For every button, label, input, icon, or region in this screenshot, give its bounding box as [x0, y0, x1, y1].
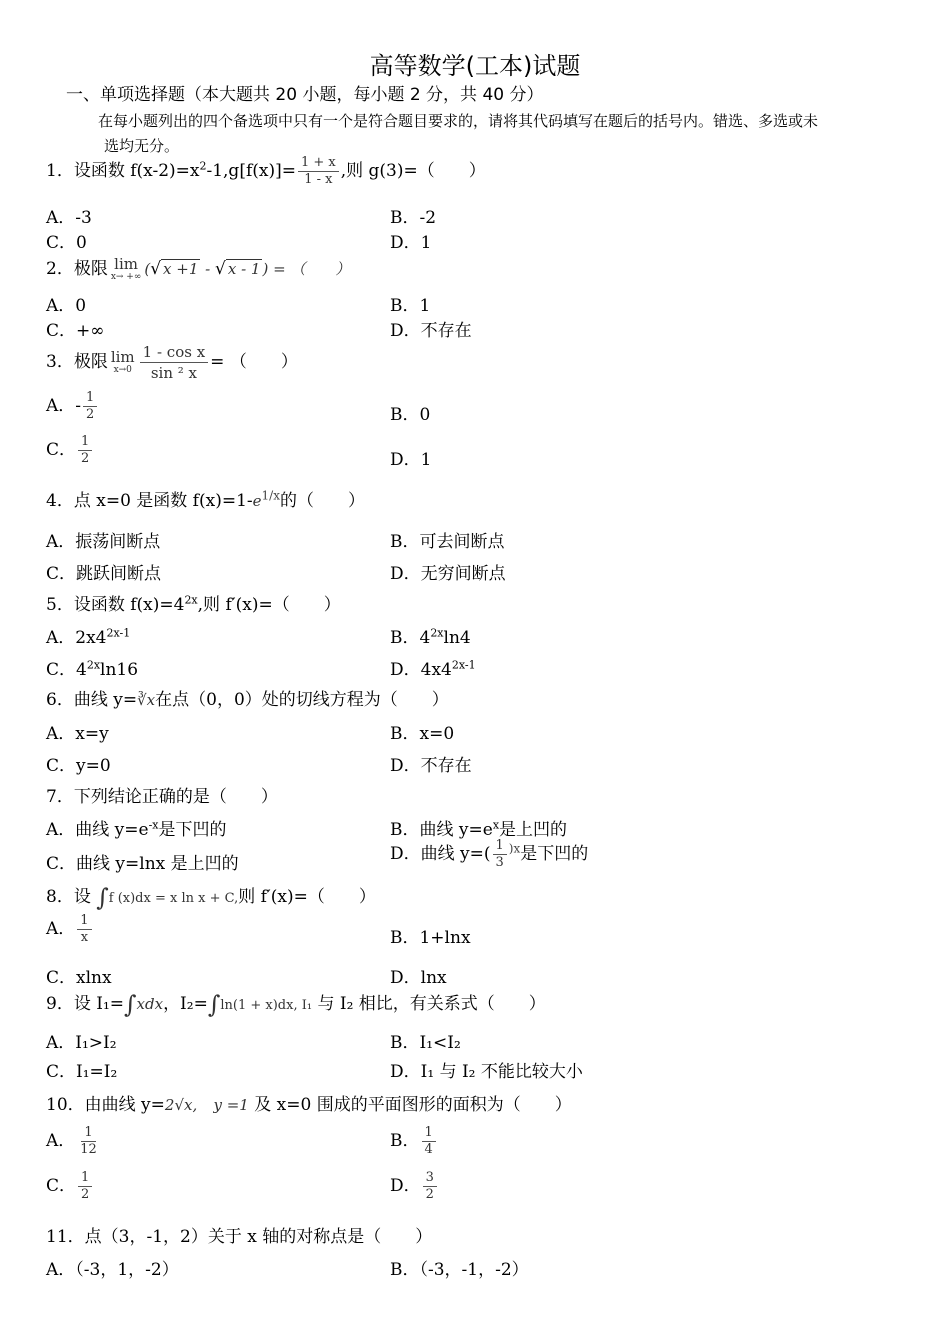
q10-d-fraction: [423, 1170, 437, 1203]
q7-b-sup: x: [492, 818, 500, 832]
q6-option-d: D．不存在: [390, 756, 472, 776]
instructions-line-2: 选均无分。: [104, 137, 180, 155]
page-title: 高等数学(工本)试题: [369, 52, 581, 80]
q3-option-c: [46, 434, 94, 467]
q5-c-sup: 2x: [86, 658, 101, 672]
q8-option-c: C．xlnx: [46, 968, 112, 988]
q1-frac-den: 1 - x: [304, 172, 333, 187]
q5-a-text: A．2x4: [46, 628, 107, 648]
q6-post: 在点（0，0）处的切线方程为（ ）: [155, 690, 449, 710]
q1-fraction: [298, 155, 339, 188]
q9-text: 设 I₁=: [73, 994, 125, 1014]
question-3: [46, 342, 298, 383]
q7-a-text: A．曲线 y=e: [46, 820, 149, 840]
q2-sqrt-1: x +1: [163, 260, 199, 278]
q10-option-a: [46, 1125, 102, 1158]
q8-expression: f (x)dx = x ln x + C,: [108, 891, 239, 906]
q5-d-sup: 2x-1: [451, 658, 476, 672]
q4-number: 4．: [46, 491, 74, 511]
q11-option-a: A．（-3，1，-2）: [46, 1260, 179, 1280]
q1-mid: -1,g[f(x)]=: [206, 161, 296, 181]
question-6: [46, 685, 449, 710]
q2-option-d: D．不存在: [390, 321, 472, 341]
q6-number: 6．: [46, 690, 74, 710]
q7-option-b: [390, 815, 567, 840]
q8-post: 则 f′(x)=（ ）: [238, 887, 376, 907]
q5-sup: 2x: [184, 593, 198, 607]
q7-option-d: [390, 838, 588, 871]
q8-number: 8．: [46, 887, 74, 907]
q4-option-d: D．无穷间断点: [390, 564, 506, 584]
q3-option-b: B．0: [390, 405, 431, 425]
q5-number: 5．: [46, 595, 74, 615]
q1-option-b: B．-2: [390, 208, 437, 228]
q10-option-b: [390, 1125, 438, 1158]
q4-option-b: B．可去间断点: [390, 532, 505, 552]
q3-a-fraction: [83, 390, 97, 423]
q9-number: 9．: [46, 994, 74, 1014]
q3-fraction: [140, 342, 209, 383]
q7-a-sup: -x: [148, 818, 159, 832]
q6-text: 曲线 y=: [73, 690, 138, 710]
question-5: [46, 590, 341, 615]
q1-text: 设函数 f(x-2)=x: [73, 161, 200, 181]
q3-option-d: D．1: [390, 450, 432, 470]
q7-number: 7．: [46, 787, 74, 807]
q3-c-num: 1: [78, 434, 92, 451]
q9-option-d: D．I₁ 与 I₂ 不能比较大小: [390, 1062, 583, 1082]
q10-text: 由曲线 y=: [84, 1095, 165, 1115]
q2-post: ) = （ ）: [262, 260, 351, 278]
q9-post: 与 I₂ 相比，有关系式（ ）: [317, 994, 546, 1014]
q2-lim: lim: [114, 255, 138, 273]
q10-a-label: A．: [46, 1131, 76, 1151]
q2-sqrt-2: x - 1: [227, 260, 261, 278]
q3-lim-sub: x→0: [113, 365, 132, 375]
q10-d-label: D．: [390, 1176, 421, 1196]
q9-expr-2: ln(1 + x)dx, I₁: [220, 998, 313, 1013]
q9-option-b: B．I₁<I₂: [390, 1033, 461, 1053]
q10-b-den: 4: [424, 1142, 433, 1157]
q10-b-num: 1: [422, 1125, 436, 1142]
q7-d-text: D．曲线 y=(: [390, 844, 491, 864]
q7-d-post: 是下凹的: [520, 844, 589, 864]
q3-post: = （ ）: [210, 352, 298, 372]
q10-expr-2: y =1: [213, 1096, 249, 1114]
q5-c-post: ln16: [100, 660, 139, 680]
q8-option-d: D．lnx: [390, 968, 447, 988]
q3-limit: [111, 350, 135, 375]
q7-option-c: C．曲线 y=lnx 是上凹的: [46, 854, 239, 874]
q7-d-num: 1: [493, 838, 507, 855]
q11-option-b: B．（-3，-1，-2）: [390, 1260, 529, 1280]
q8-a-fraction: [77, 913, 91, 946]
q5-d-text: D．4x4: [390, 660, 452, 680]
q10-post: 及 x=0 围成的平面图形的面积为（ ）: [254, 1095, 572, 1115]
question-1: [46, 155, 486, 188]
q5-post: ,则 f′(x)=（ ）: [197, 595, 341, 615]
q2-option-a: A．0: [46, 296, 87, 316]
q2-minus: -: [200, 260, 215, 278]
q6-option-c: C．y=0: [46, 756, 111, 776]
q7-b-text: B．曲线 y=e: [390, 820, 493, 840]
q5-option-b: [390, 623, 471, 648]
q3-a-label: A．-: [46, 396, 82, 416]
q2-text: 极限: [73, 259, 108, 279]
q8-option-a: [46, 913, 94, 946]
q3-c-label: C．: [46, 440, 77, 460]
q10-option-d: [390, 1170, 439, 1203]
q1-option-a: A．-3: [46, 208, 92, 228]
section-heading: 一、单项选择题（本大题共 20 小题，每小题 2 分，共 40 分）: [66, 85, 544, 105]
q10-c-den: 2: [81, 1187, 90, 1202]
q10-c-fraction: [78, 1170, 92, 1203]
q6-root: ∛x: [137, 691, 156, 709]
q10-b-label: B．: [390, 1131, 420, 1151]
q5-option-c: [46, 655, 138, 680]
q3-number: 3．: [46, 352, 74, 372]
q6-option-a: A．x=y: [46, 724, 109, 744]
q9-integral-sign-1: ∫: [124, 990, 137, 1019]
question-4: [46, 486, 365, 511]
question-10: [46, 1090, 572, 1115]
q2-option-b: B．1: [390, 296, 431, 316]
q3-a-den: 2: [86, 407, 95, 422]
question-8: [46, 882, 376, 912]
q7-d-den: 3: [495, 855, 504, 870]
q4-option-a: A．振荡间断点: [46, 532, 161, 552]
q1-sup: 2: [199, 159, 207, 173]
q4-post: 的（ ）: [279, 491, 365, 511]
q10-d-num: 3: [423, 1170, 437, 1187]
q4-e: e: [252, 492, 262, 510]
q10-b-fraction: [422, 1125, 436, 1158]
q7-option-a: [46, 815, 227, 840]
q3-lim: lim: [110, 348, 135, 366]
question-9: [46, 989, 546, 1019]
q1-option-d: D．1: [390, 233, 432, 253]
q10-option-c: [46, 1170, 94, 1203]
q5-b-sup: 2x: [430, 626, 444, 640]
q7-a-post: 是下凹的: [158, 820, 227, 840]
q7-b-post: 是上凹的: [499, 820, 568, 840]
q8-text: 设: [73, 887, 91, 907]
q2-option-c: C．+∞: [46, 321, 105, 341]
q7-d-fraction: [493, 838, 507, 871]
q2-number: 2．: [46, 259, 74, 279]
q4-text: 点 x=0 是函数 f(x)=1-: [73, 491, 253, 511]
q3-frac-den: sin ² x: [150, 364, 197, 382]
q5-a-sup: 2x-1: [106, 626, 131, 640]
q8-a-num: 1: [77, 913, 91, 930]
q8-option-b: B．1+lnx: [390, 928, 471, 948]
q5-c-text: C．4: [46, 660, 87, 680]
q5-b-text: B．4: [390, 628, 431, 648]
q5-text: 设函数 f(x)=4: [73, 595, 185, 615]
q8-a-label: A．: [46, 919, 76, 939]
q5-option-a: [46, 623, 130, 648]
q9-option-a: A．I₁>I₂: [46, 1033, 117, 1053]
question-7: [46, 782, 278, 807]
q2-lim-sub: x→ +∞: [110, 272, 142, 282]
q3-option-a: [46, 390, 99, 423]
q9-option-c: C．I₁=I₂: [46, 1062, 118, 1082]
q7-d-sup: )x: [508, 841, 521, 856]
question-11: [46, 1222, 432, 1247]
q10-a-fraction: [77, 1125, 100, 1158]
q3-frac-num: 1 - cos x: [140, 342, 209, 363]
q1-post: ,则 g(3)=（ ）: [340, 161, 486, 181]
q10-number: 10．: [46, 1095, 85, 1115]
q5-option-d: [390, 655, 476, 680]
q10-a-num: 1: [81, 1125, 95, 1142]
q3-c-den: 2: [81, 451, 90, 466]
instructions-line-1: 在每小题列出的四个备选项中只有一个是符合题目要求的，请将其代码填写在题后的括号内。错选、多选或未: [98, 112, 819, 130]
q3-a-num: 1: [83, 390, 97, 407]
q10-a-den: 12: [80, 1142, 97, 1157]
q10-expr-1: 2√x,: [164, 1096, 198, 1114]
q7-text: 下列结论正确的是（ ）: [73, 787, 278, 807]
q9-expr-1: xdx: [136, 995, 164, 1013]
q9-integral-sign-2: ∫: [207, 990, 221, 1019]
q10-c-label: C．: [46, 1176, 77, 1196]
q3-c-fraction: [78, 434, 92, 467]
q3-text: 极限: [73, 352, 108, 372]
q2-limit: [111, 257, 142, 282]
q4-option-c: C．跳跃间断点: [46, 564, 162, 584]
q11-text: 点（3，-1，2）关于 x 轴的对称点是（ ）: [84, 1227, 433, 1247]
q5-b-post: ln4: [443, 628, 471, 648]
q2-paren: (: [144, 260, 151, 278]
q9-mid: ，I₂=: [163, 994, 208, 1014]
question-2: 2．极限 lim x→ +∞ (√ x +1 - √ x - 1 ) = （ ）: [46, 255, 351, 282]
q1-frac-num: 1 + x: [298, 155, 339, 172]
q1-number: 1．: [46, 161, 74, 181]
q6-option-b: B．x=0: [390, 724, 455, 744]
q8-a-den: x: [80, 930, 89, 945]
q4-e-sup: 1/x: [261, 488, 280, 503]
q11-number: 11．: [46, 1227, 85, 1247]
q10-c-num: 1: [78, 1170, 92, 1187]
q8-integral-sign: ∫: [96, 883, 109, 912]
q1-option-c: C．0: [46, 233, 87, 253]
q10-d-den: 2: [425, 1187, 434, 1202]
